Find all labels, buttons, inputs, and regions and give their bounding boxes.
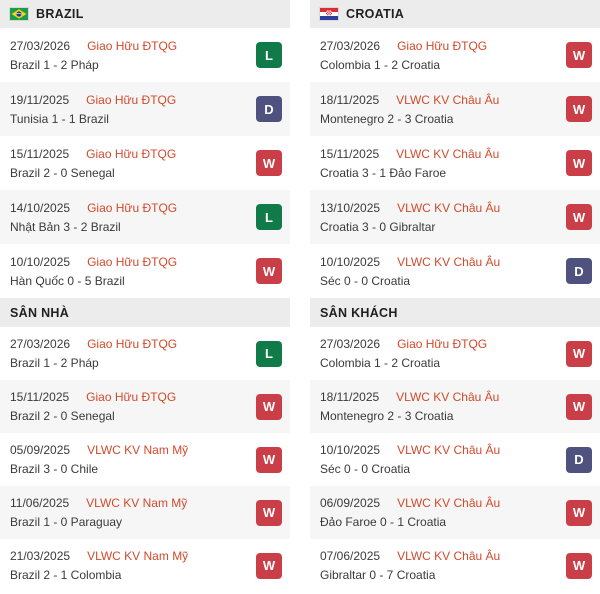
result-badge: W <box>256 258 282 284</box>
competition-name: Giao Hữu ĐTQG <box>397 337 488 351</box>
match-info <box>320 93 566 126</box>
match-result: Tunisia 1 - 1 Brazil <box>10 111 109 126</box>
match-date: 15/11/2025 <box>320 146 380 161</box>
match-result: Brazil 2 - 0 Senegal <box>10 409 115 423</box>
match-result: Gibraltar 0 - 7 Croatia <box>320 568 436 582</box>
competition-name: VLWC KV Nam Mỹ <box>87 549 189 563</box>
match-row[interactable] <box>310 433 600 486</box>
match-info <box>10 443 256 476</box>
section-title: SÂN NHÀ <box>10 305 70 320</box>
result-badge: W <box>566 96 592 122</box>
recent-form-list-brazil <box>0 28 290 298</box>
match-result: Hàn Quốc 0 - 5 Brazil <box>10 273 125 288</box>
match-info <box>10 337 256 370</box>
match-row[interactable] <box>0 82 290 136</box>
match-date: 15/11/2025 <box>10 390 70 404</box>
team-header-croatia <box>310 0 600 28</box>
team-name: CROATIA <box>346 7 405 21</box>
section-title: SÂN KHÁCH <box>320 305 398 320</box>
match-row[interactable] <box>0 244 290 298</box>
competition-name: VLWC KV Châu Âu <box>397 549 501 563</box>
competition-name: Giao Hữu ĐTQG <box>87 200 178 215</box>
result-badge: L <box>256 204 282 230</box>
match-row[interactable] <box>310 244 600 298</box>
away-form-list-croatia <box>310 327 600 592</box>
match-date: 18/11/2025 <box>320 390 380 404</box>
match-info <box>320 390 566 423</box>
match-info <box>10 39 256 72</box>
result-badge: D <box>566 447 592 473</box>
result-badge: W <box>566 500 592 526</box>
result-badge: L <box>256 42 282 68</box>
result-badge: W <box>256 394 282 420</box>
match-row[interactable] <box>310 486 600 539</box>
competition-name: Giao Hữu ĐTQG <box>87 254 178 269</box>
recent-form-list-croatia <box>310 28 600 298</box>
match-info <box>10 93 256 126</box>
match-date: 13/10/2025 <box>320 200 381 215</box>
match-date: 10/10/2025 <box>10 254 71 269</box>
match-date: 07/06/2025 <box>320 549 381 563</box>
competition-name: Giao Hữu ĐTQG <box>87 38 178 53</box>
match-result: Séc 0 - 0 Croatia <box>320 462 411 476</box>
match-info <box>320 443 566 476</box>
match-result: Montenegro 2 - 3 Croatia <box>320 111 454 126</box>
team-header-brazil <box>0 0 290 28</box>
match-result: Brazil 1 - 2 Pháp <box>10 356 99 370</box>
result-badge: W <box>256 150 282 176</box>
match-info <box>320 39 566 72</box>
competition-name: Giao Hữu ĐTQG <box>87 337 178 351</box>
match-info <box>10 147 256 180</box>
match-row[interactable] <box>310 380 600 433</box>
match-date: 18/11/2025 <box>320 92 380 107</box>
team-column-croatia <box>310 0 600 594</box>
match-row[interactable] <box>0 136 290 190</box>
brazil-flag-icon <box>10 8 28 20</box>
match-row[interactable] <box>0 433 290 486</box>
result-badge: L <box>256 341 282 367</box>
match-result: Brazil 2 - 0 Senegal <box>10 165 115 180</box>
match-row[interactable] <box>310 28 600 82</box>
match-row[interactable] <box>0 486 290 539</box>
croatia-flag-icon <box>320 8 338 20</box>
match-date: 06/09/2025 <box>320 496 381 510</box>
competition-name: Giao Hữu ĐTQG <box>86 390 177 404</box>
match-row[interactable] <box>310 82 600 136</box>
match-date: 11/06/2025 <box>10 496 70 510</box>
match-date: 21/03/2025 <box>10 549 71 563</box>
result-badge: W <box>256 500 282 526</box>
competition-name: VLWC KV Châu Âu <box>396 92 500 107</box>
match-info <box>10 255 256 288</box>
match-row[interactable] <box>0 380 290 433</box>
match-info <box>10 390 256 423</box>
match-row[interactable] <box>310 190 600 244</box>
competition-name: VLWC KV Châu Âu <box>397 496 501 510</box>
competition-name: VLWC KV Châu Âu <box>396 146 500 161</box>
match-row[interactable] <box>310 327 600 380</box>
result-badge: W <box>566 42 592 68</box>
match-info <box>320 255 566 288</box>
match-row[interactable] <box>310 539 600 592</box>
competition-name: VLWC KV Châu Âu <box>397 254 501 269</box>
match-result: Colombia 1 - 2 Croatia <box>320 57 441 72</box>
competition-name: VLWC KV Châu Âu <box>396 390 500 404</box>
match-date: 14/10/2025 <box>10 200 71 215</box>
result-badge: W <box>256 553 282 579</box>
competition-name: VLWC KV Nam Mỹ <box>87 443 189 457</box>
match-info <box>320 496 566 529</box>
match-date: 05/09/2025 <box>10 443 71 457</box>
home-form-list-brazil <box>0 327 290 592</box>
match-result: Brazil 1 - 2 Pháp <box>10 57 99 72</box>
match-result: Colombia 1 - 2 Croatia <box>320 356 441 370</box>
match-date: 15/11/2025 <box>10 146 70 161</box>
match-info <box>320 201 566 234</box>
match-date: 27/03/2026 <box>320 38 381 53</box>
match-info <box>10 496 256 529</box>
result-badge: W <box>566 204 592 230</box>
match-date: 19/11/2025 <box>10 92 70 107</box>
result-badge: D <box>566 258 592 284</box>
match-result: Croatia 3 - 1 Đảo Faroe <box>320 165 447 180</box>
competition-name: Giao Hữu ĐTQG <box>86 146 177 161</box>
match-row[interactable] <box>0 190 290 244</box>
match-info <box>10 549 256 582</box>
match-row[interactable] <box>0 28 290 82</box>
match-row[interactable] <box>0 327 290 380</box>
match-row[interactable] <box>310 136 600 190</box>
match-result: Brazil 1 - 0 Paraguay <box>10 515 123 529</box>
competition-name: VLWC KV Nam Mỹ <box>86 496 188 510</box>
competition-name: Giao Hữu ĐTQG <box>397 38 488 53</box>
result-badge: W <box>566 150 592 176</box>
competition-name: VLWC KV Châu Âu <box>397 200 501 215</box>
match-date: 10/10/2025 <box>320 254 381 269</box>
match-date: 27/03/2026 <box>320 337 381 351</box>
match-info <box>320 549 566 582</box>
section-header-home <box>0 298 290 327</box>
match-result: Montenegro 2 - 3 Croatia <box>320 409 454 423</box>
match-info <box>320 147 566 180</box>
match-date: 27/03/2026 <box>10 38 71 53</box>
section-header-away <box>310 298 600 327</box>
result-badge: W <box>256 447 282 473</box>
team-name: BRAZIL <box>36 7 84 21</box>
match-row[interactable] <box>0 539 290 592</box>
match-date: 27/03/2026 <box>10 337 71 351</box>
match-result: Séc 0 - 0 Croatia <box>320 273 411 288</box>
match-result: Đảo Faroe 0 - 1 Croatia <box>320 515 447 529</box>
result-badge: W <box>566 394 592 420</box>
result-badge: W <box>566 341 592 367</box>
match-result: Brazil 2 - 1 Colombia <box>10 568 122 582</box>
competition-name: Giao Hữu ĐTQG <box>86 92 177 107</box>
match-info <box>320 337 566 370</box>
team-column-brazil <box>0 0 290 594</box>
match-info <box>10 201 256 234</box>
match-result: Brazil 3 - 0 Chile <box>10 462 99 476</box>
result-badge: D <box>256 96 282 122</box>
competition-name: VLWC KV Châu Âu <box>397 443 501 457</box>
result-badge: W <box>566 553 592 579</box>
match-result: Nhật Bản 3 - 2 Brazil <box>10 219 121 234</box>
match-date: 10/10/2025 <box>320 443 381 457</box>
match-result: Croatia 3 - 0 Gibraltar <box>320 219 436 234</box>
